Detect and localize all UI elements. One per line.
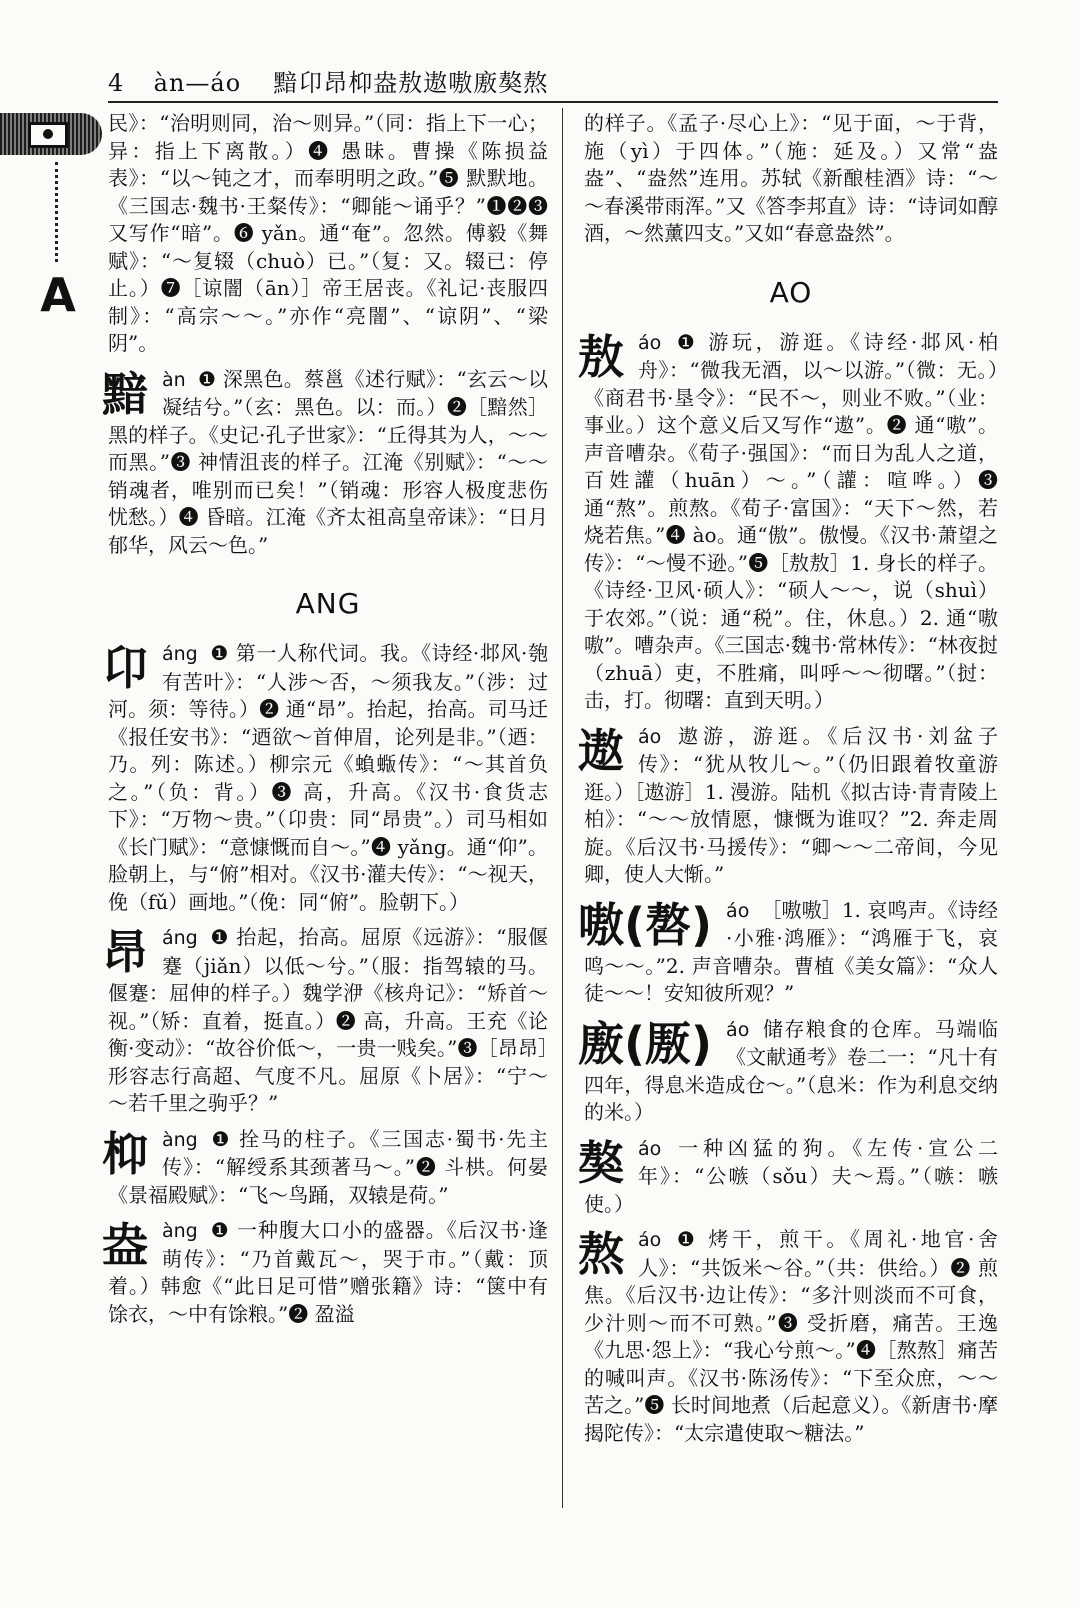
section-letter: A <box>40 268 76 322</box>
headword: 獒 <box>578 1135 624 1190</box>
dictionary-entry <box>102 924 548 1118</box>
dictionary-entry <box>578 329 998 715</box>
book-icon <box>28 122 68 148</box>
continued-definition: 的样子。《孟子·尽心上》：“见于面，～于背，施（yì）于四体。”（施：延及。）又常“盎盎”、“盎然”连用。苏轼《新酿桂酒》诗：“～～春溪带雨浑。”又《答李邦直》诗：“诗词如醇酒，～然薰四支。”又如“春意盎然”。 <box>584 111 998 245</box>
right-column <box>578 110 998 1455</box>
pinyin: áo <box>726 1018 750 1041</box>
dictionary-entry <box>102 366 548 560</box>
dictionary-entry <box>102 1217 548 1328</box>
headword: 遨 <box>578 723 624 778</box>
pinyin: áo <box>638 1137 662 1160</box>
section-heading: AO <box>769 275 813 309</box>
headword: 黯 <box>102 366 148 421</box>
dictionary-entry <box>578 723 998 889</box>
headword: 嗷(嗸) <box>578 897 713 952</box>
pinyin: áo <box>638 725 662 748</box>
pinyin: áo <box>638 1229 662 1251</box>
headword: 熬 <box>578 1227 624 1281</box>
headword-range: 黯卬昂枊盎敖遨嗷廒獒熬 <box>273 69 549 97</box>
pinyin: àng <box>162 1220 198 1242</box>
definition: ❶ 第一人称代词。我。《诗经·邶风·匏有苦叶》：“人涉～否，～须我友。”（涉：过河。须：等待。）❷ 通“昂”。抬起，抬高。司马迁《报任安书》：“迺欲～首伸眉，论列是非。”（迺：乃。列：陈述。）柳宗元《蝜蝂传》：“～其首负之。”（负：背。）❸ 高，升高。《汉书·食货志下》：“万物～贵。”（卬贵：同“昂贵”。）司马相如《长门赋》：“意慷慨而自～。”❹ yǎng。通“仰”。脸朝上，与“俯”相对。《汉书·灌夫传》：“～视天，俛（fǔ）画地。”（俛：同“俯”。脸朝下。） <box>108 641 548 914</box>
dictionary-entry <box>102 640 548 916</box>
dotted-line <box>55 162 58 262</box>
dictionary-entry <box>578 1016 998 1127</box>
definition: ❶ 深黑色。蔡邕《述行赋》：“玄云～以凝结兮。”（玄：黑色。以：而。）❷［黯然］黑的样子。《史记·孔子世家》：“丘得其为人，～～而黑。”❸ 神情沮丧的样子。江淹《别赋》：“～～销魂者，唯别而已矣！”（销魂：形容人极度悲伤忧愁。）❹ 昏暗。江淹《齐太祖高皇帝诔》：“日月郁华，风云～色。” <box>108 366 548 557</box>
continued-definition: 民》：“治明则同，治～则异。”（同：指上下一心；异：指上下离散。）❹ 愚昧。曹操《陈损益表》：“以～钝之才，而奉明明之政。”❺ 默默地。《三国志·魏书·王粲传》：“卿能～诵乎？”❶❷❸又写作“暗”。❻ yǎn。通“奄”。忽然。傅毅《舞赋》：“～复辍（chuò）已。”（复：又。辍已：停止。）❼［谅闇（ān）］帝王居丧。《礼记·丧服四制》：“高宗～～。”亦作“亮闇”、“谅阴”、“梁阴”。 <box>108 111 548 355</box>
definition: ❶ 一种腹大口小的盛器。《后汉书·逢萌传》：“乃首戴瓦～，哭于市。”（戴：顶着。）韩愈《“此日足可惜”赠张籍》诗：“箧中有馀衣，～中有馀粮。”❷ 盈溢 <box>108 1218 548 1326</box>
thumb-index-tab <box>0 113 102 155</box>
definition: 遨游，游逛。《后汉书·刘盆子传》：“犹从牧儿～。”（仍旧跟着牧童游逛。）［遨游］1. 漫游。陆机《拟古诗·青青陵上柏》：“～～放情愿，慷慨为谁叹？”2. 奔走周旋。《后汉书·马援传》：“卿～～二帝间，今见卿，使人大惭。” <box>584 723 998 886</box>
dictionary-entry <box>578 897 998 1008</box>
pinyin-range: àn—áo <box>153 69 242 97</box>
header-rule <box>108 101 998 103</box>
dictionary-entry <box>102 1126 548 1210</box>
definition: ❶ 游玩，游逛。《诗经·邶风·柏舟》：“微我无酒，以～以游。”（微：无。）《商君书·垦令》：“民不～，则业不败。”（业：事业。）这个意义后又写作“遨”。❷ 通“嗷”。声音嘈杂。《荀子·强国》：“而日为乱人之道，百姓讙（huān）～。”（讙：喧哗。）❸ 通“熬”。煎熬。《荀子·富国》：“天下～然，若烧若焦。”❹ ào。通“傲”。傲慢。《汉书·萧望之传》：“～慢不逊。”❺［敖敖］1. 身长的样子。《诗经·卫风·硕人》：“硕人～～，说（shuì）于农郊。”（说：通“税”。住，休息。）2. 通“嗷嗷”。嘈杂声。《三国志·魏书·常林传》：“林夜挝（zhuā）吏，不胜痛，叫呼～～彻曙。”（挝：击，打。彻曙：直到天明。） <box>584 329 998 712</box>
pinyin: àn <box>162 368 186 391</box>
definition: ❶ 拴马的柱子。《三国志·蜀书·先主传》：“解绶系其颈著马～。”❷ 斗栱。何晏《景福殿赋》：“飞～鸟踊，双辕是荷。” <box>108 1126 548 1207</box>
dictionary-entry <box>578 1226 998 1447</box>
definition: ❶ 烤干，煎干。《周礼·地官·舍人》：“共饭米～谷。”（共：供给。）❷ 煎焦。《后汉书·边让传》：“多汁则淡而不可食，少汁则～而不可熟。”❸ 受折磨，痛苦。王逸《九思·怨上》：“我心兮煎～。”❹［熬熬］痛苦的喊叫声。《汉书·陈汤传》：“下至众庶，～～苦之。”❺ 长时间地煮（后起意义）。《新唐书·摩揭陀传》：“太宗遣使取～糖法。” <box>584 1227 998 1445</box>
left-column <box>102 110 548 1336</box>
section-heading: ANG <box>295 587 361 620</box>
pinyin: áng <box>162 927 198 949</box>
page-number: 4 <box>108 69 124 97</box>
pinyin: àng <box>162 1128 198 1151</box>
headword: 枊 <box>102 1126 148 1181</box>
pinyin: áo <box>726 899 750 922</box>
definition: 储存粮食的仓库。马端临《文献通考》卷二一：“凡十有四年，得息米造成仓～。”（息米：作为利息交纳的米。） <box>584 1016 998 1124</box>
headword: 廒(厫) <box>578 1016 713 1071</box>
headword: 卬 <box>102 641 148 695</box>
dictionary-entry <box>578 1135 998 1219</box>
headword: 敖 <box>578 329 624 384</box>
headword: 盎 <box>102 1218 148 1272</box>
headword: 昂 <box>102 925 148 979</box>
pinyin: áo <box>638 331 662 354</box>
definition: 一种凶猛的狗。《左传·宣公二年》：“公嗾（sǒu）夫～焉。”（嗾：嗾使。） <box>584 1135 998 1216</box>
running-head <box>108 66 993 100</box>
definition: ❶ 抬起，抬高。屈原《远游》：“服偃蹇（jiǎn）以低～兮。”（服：指驾辕的马。偃蹇：屈伸的样子。）魏学洢《核舟记》：“矫首～视。”（矫：直着，挺直。）❷ 高，升高。王充《论衡·变动》：“故谷价低～，一贵一贱矣。”❸［昂昂］形容志行高超、气度不凡。屈原《卜居》：“宁～～若千里之驹乎？” <box>108 925 548 1115</box>
definition: ［嗷嗷］1. 哀鸣声。《诗经·小雅·鸿雁》：“鸿雁于飞，哀鸣～～。”2. 声音嘈杂。曹植《美女篇》：“众人徒～～！安知彼所观？” <box>584 897 998 1005</box>
column-divider <box>562 108 563 1508</box>
pinyin: áng <box>162 643 198 665</box>
